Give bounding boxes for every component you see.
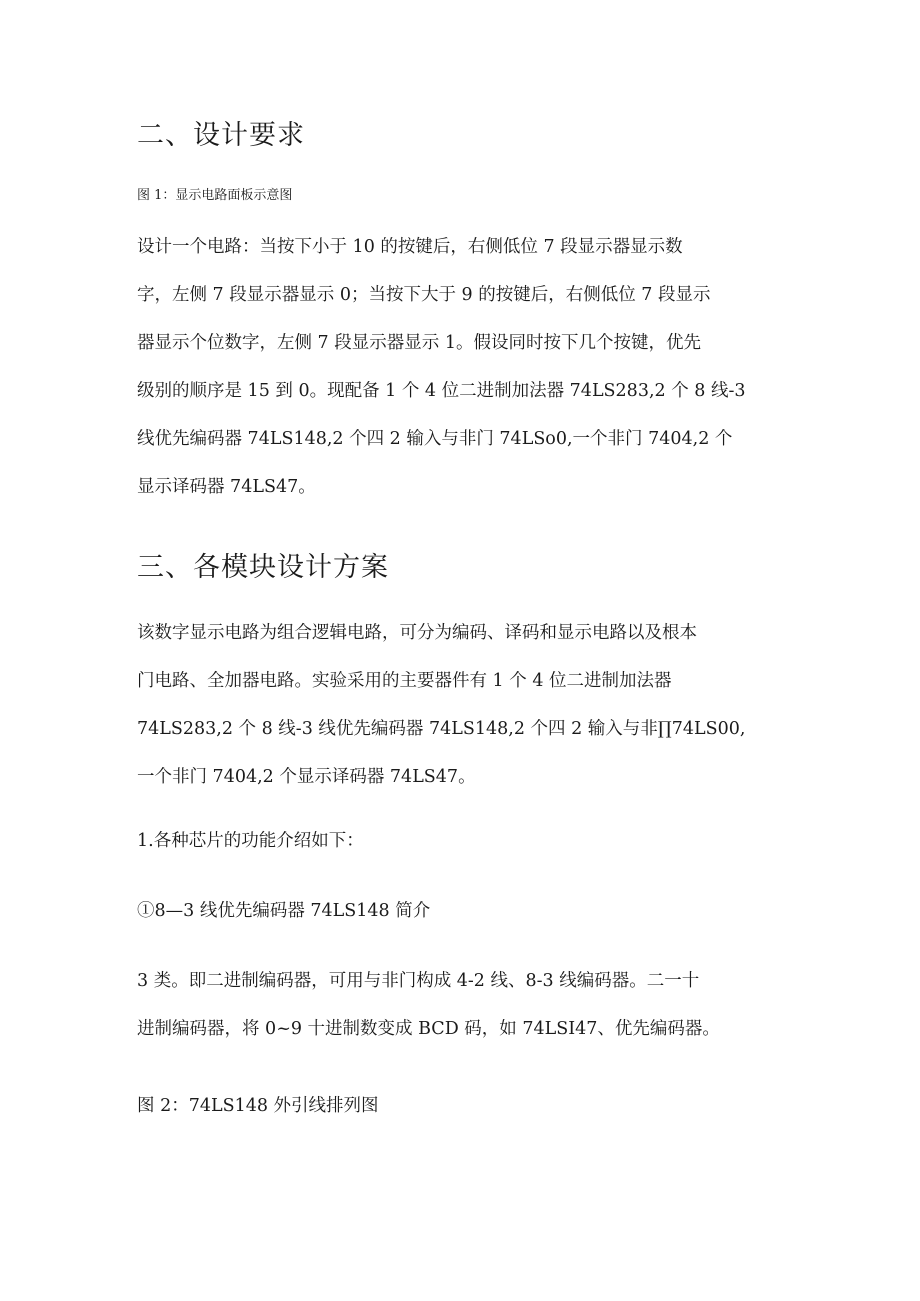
design-requirements-paragraph [137,223,787,511]
figure-2-caption: 图 2：74LS148 外引线排列图 [137,1096,379,1116]
paragraph-line: 该数字显示电路为组合逻辑电路，可分为编码、译码和显示电路以及根本 [137,623,697,643]
chip-intro-label: 1.各种芯片的功能介绍如下： [137,831,364,851]
chip-74ls148-title: ①8—3 线优先编码器 74LS148 简介 [137,901,431,921]
paragraph-line: 门电路、全加器电路。实验采用的主要器件有 1 个 4 位二进制加法器 [137,671,672,691]
section-heading-design-requirements: 二、设计要求 [137,120,305,151]
paragraph-line: 字，左侧 7 段显示器显示 0；当按下大于 9 的按键后，右侧低位 7 段显示 [137,285,711,305]
paragraph-line: 线优先编码器 74LS148,2 个四 2 输入与非门 74LSo0,一个非门 7404,2 个 [137,429,733,449]
paragraph-line: 74LS283,2 个 8 线-3 线优先编码器 74LS148,2 个四 2 输入与非∏74LS00, [137,719,746,739]
paragraph-line: 进制编码器，将 0~9 十进制数变成 BCD 码，如 74LSI47、优先编码器。 [137,1019,720,1039]
paragraph-line: 器显示个位数字，左侧 7 段显示器显示 1。假设同时按下几个按键，优先 [137,333,701,353]
paragraph-line: 级别的顺序是 15 到 0。现配备 1 个 4 位二进制加法器 74LS283,2 个 8 线-3 [137,381,746,401]
section-heading-module-design: 三、各模块设计方案 [137,552,389,583]
encoder-description-paragraph [137,957,787,1053]
paragraph-line: 一个非门 7404,2 个显示译码器 74LS47。 [137,767,476,787]
paragraph-line: 显示译码器 74LS47。 [137,477,316,497]
paragraph-line: 设计一个电路：当按下小于 10 的按键后，右侧低位 7 段显示器显示数 [137,237,683,257]
module-design-paragraph [137,609,787,801]
figure-1-caption: 图 1：显示电路面板示意图 [137,188,293,203]
paragraph-line: 3 类。即二进制编码器，可用与非门构成 4-2 线、8-3 线编码器。二一十 [137,971,700,991]
